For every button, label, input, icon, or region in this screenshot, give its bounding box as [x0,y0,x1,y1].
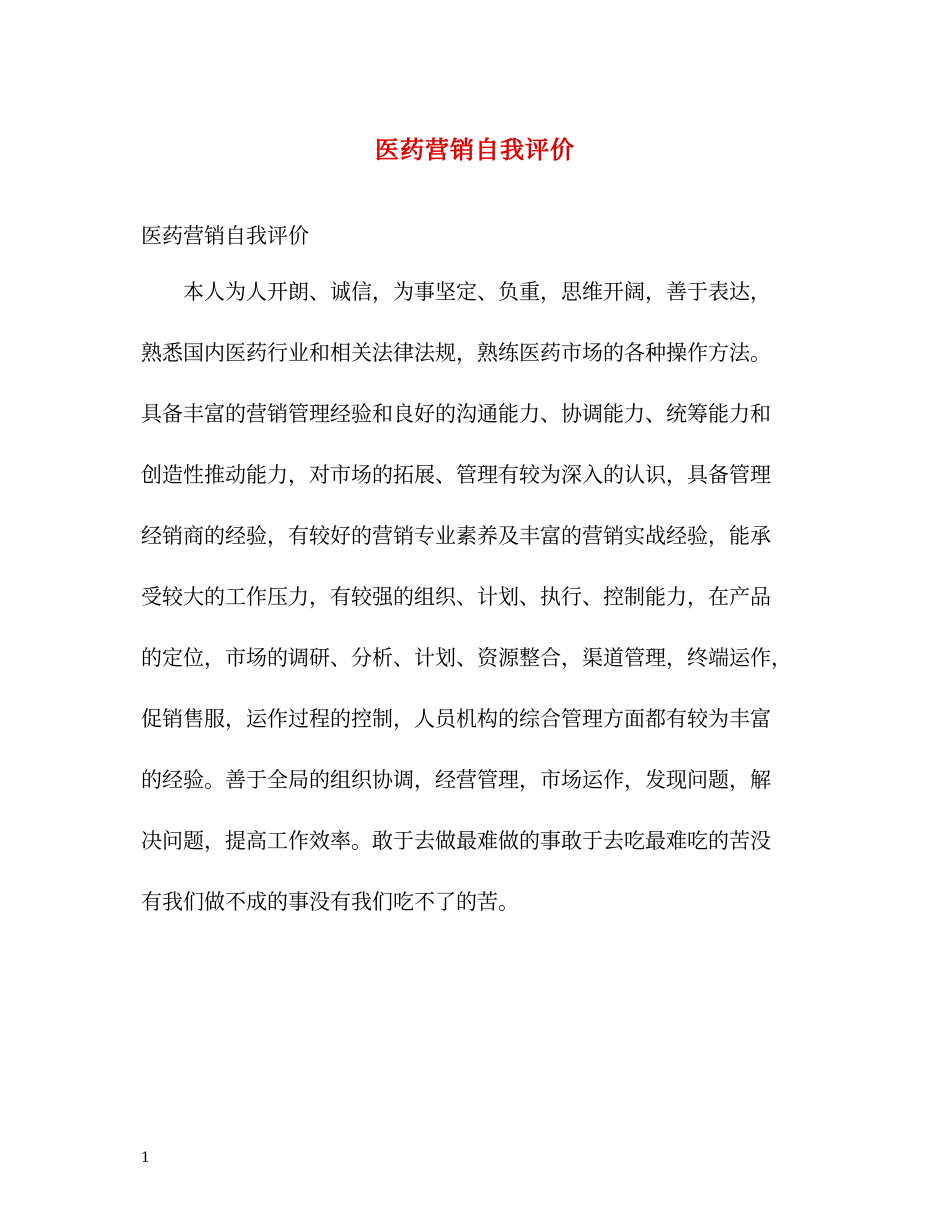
body-line: 经销商的经验，有较好的营销专业素养及丰富的营销实战经验，能承 [141,524,771,548]
body-line: 本人为人开朗、诚信，为事坚定、负重，思维开阔，善于表达， [183,280,771,304]
body-line: 创造性推动能力，对市场的拓展、管理有较为深入的认识，具备管理 [141,463,771,487]
body-line: 促销售服，运作过程的控制，人员机构的综合管理方面都有较为丰富 [141,707,771,731]
body-line: 受较大的工作压力，有较强的组织、计划、执行、控制能力，在产品 [141,585,771,609]
document-body [141,277,811,948]
body-line: 决问题，提高工作效率。敢于去做最难做的事敢于去吃最难吃的苦没 [141,829,771,853]
body-line: 熟悉国内医药行业和相关法律法规，熟练医药市场的各种操作方法。 [141,341,771,365]
page-title: 医药营销自我评价 [375,135,575,164]
body-line: 具备丰富的营销管理经验和良好的沟通能力、协调能力、统筹能力和 [141,402,771,426]
page-number: 1 [141,1150,150,1166]
document-subtitle: 医药营销自我评价 [141,224,309,248]
body-line: 的定位，市场的调研、分析、计划、资源整合，渠道管理，终端运作， [141,646,792,670]
body-line: 有我们做不成的事没有我们吃不了的苦。 [141,890,519,914]
body-line: 的经验。善于全局的组织协调，经营管理，市场运作，发现问题，解 [141,768,771,792]
